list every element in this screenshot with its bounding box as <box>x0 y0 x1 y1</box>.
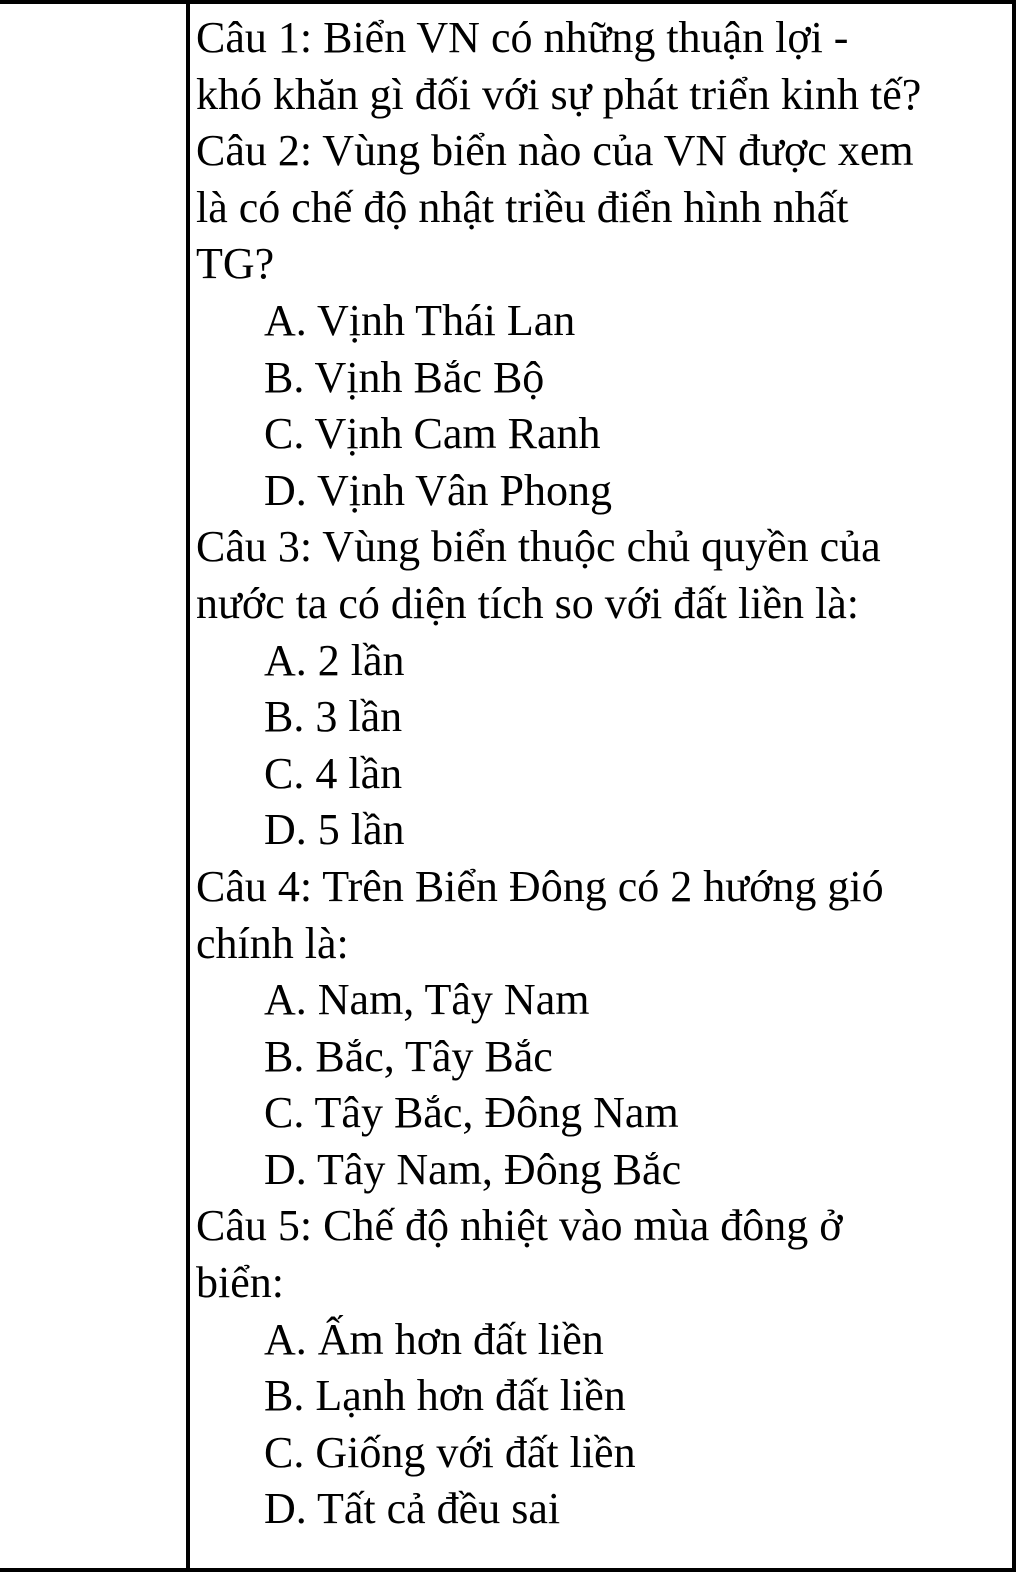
table-bottom-border <box>0 1568 1016 1572</box>
question-5-option-a: A. Ấm hơn đất liền <box>264 1314 604 1364</box>
question-2-option-b: B. Vịnh Bắc Bộ <box>264 352 545 402</box>
question-4-line-1: Câu 4: Trên Biển Đông có 2 hướng gió <box>196 861 884 911</box>
question-5 <box>196 1198 1008 1538</box>
question-2-line-1: Câu 2: Vùng biển nào của VN được xem <box>196 126 914 176</box>
empty-left-cell <box>0 4 186 1568</box>
question-2-line-2: là có chế độ nhật triều điển hình nhất <box>196 182 849 232</box>
question-2-option-d: D. Vịnh Vân Phong <box>264 465 612 515</box>
question-2-option-c: C. Vịnh Cam Ranh <box>264 409 601 459</box>
question-2-line-3: TG? <box>196 239 275 289</box>
question-2-option-a: A. Vịnh Thái Lan <box>264 295 576 345</box>
question-3-line-1: Câu 3: Vùng biển thuộc chủ quyền của <box>196 522 881 572</box>
question-5-option-b: B. Lạnh hơn đất liền <box>264 1371 626 1421</box>
question-3-option-c: C. 4 lần <box>264 748 403 798</box>
question-4-option-b: B. Bắc, Tây Bắc <box>264 1031 553 1081</box>
question-5-line-1: Câu 5: Chế độ nhiệt vào mùa đông ở <box>196 1201 843 1251</box>
question-5-option-c: C. Giống với đất liền <box>264 1427 636 1477</box>
question-cell <box>196 10 1008 1538</box>
question-5-option-d: D. Tất cả đều sai <box>264 1484 561 1534</box>
question-5-line-2: biển: <box>196 1258 284 1308</box>
table-right-border <box>1012 0 1016 1572</box>
question-3-line-2: nước ta có diện tích so với đất liền là: <box>196 578 859 628</box>
question-4-option-a: A. Nam, Tây Nam <box>264 975 590 1025</box>
question-4-option-d: D. Tây Nam, Đông Bắc <box>264 1144 682 1194</box>
question-1-line-2: khó khăn gì đối với sự phát triển kinh tế? <box>196 69 922 119</box>
question-1 <box>196 10 1008 123</box>
question-3-option-b: B. 3 lần <box>264 692 403 742</box>
question-3 <box>196 519 1008 859</box>
question-4 <box>196 859 1008 1199</box>
question-3-option-a: A. 2 lần <box>264 635 405 685</box>
question-4-option-c: C. Tây Bắc, Đông Nam <box>264 1088 679 1138</box>
question-1-line-1: Câu 1: Biển VN có những thuận lợi - <box>196 13 849 62</box>
question-2 <box>196 123 1008 519</box>
question-4-line-2: chính là: <box>196 918 349 968</box>
table-column-divider <box>186 0 190 1572</box>
question-3-option-d: D. 5 lần <box>264 805 405 855</box>
